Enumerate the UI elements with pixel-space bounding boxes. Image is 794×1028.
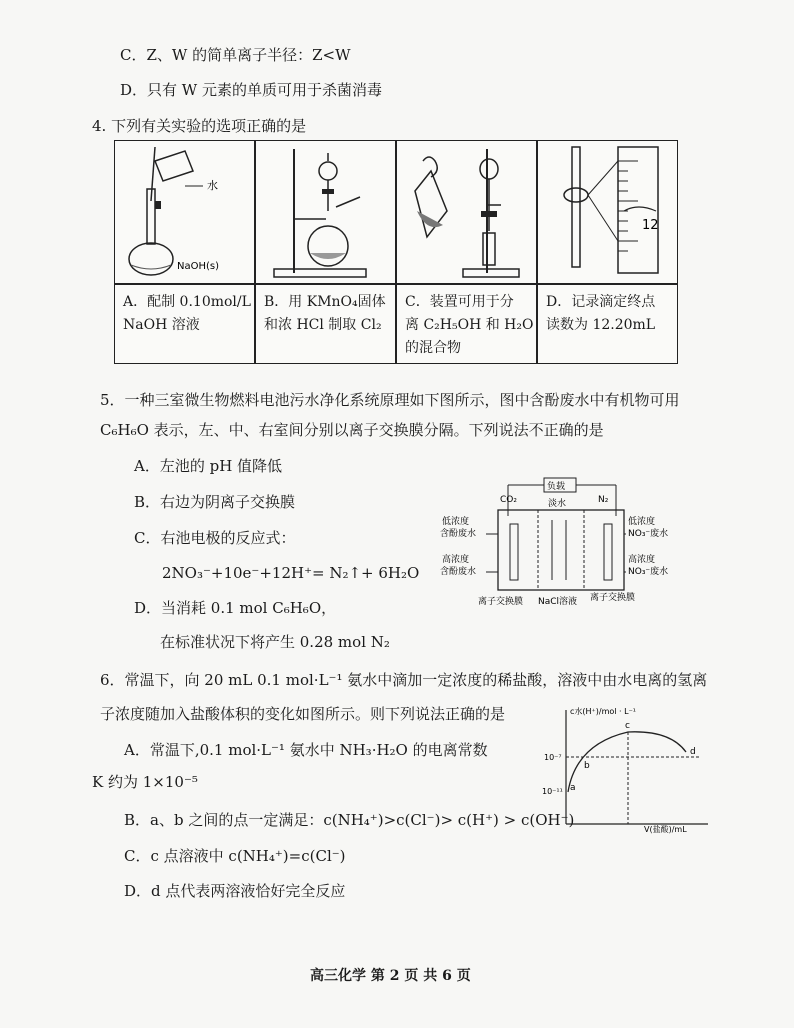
left-top-label2: 含酚废水 bbox=[440, 529, 477, 539]
q5-stem-line1: 5．一种三室微生物燃料电池污水净化系统原理如下图所示，图中含酚废水中有机物可用 bbox=[100, 391, 680, 409]
burette-reading-figure bbox=[538, 141, 676, 281]
volumetric-flask-figure bbox=[115, 141, 253, 281]
co2-label: CO₂ bbox=[500, 495, 517, 505]
left-bot-label2: 含酚废水 bbox=[440, 567, 477, 577]
gas-generator-figure bbox=[256, 141, 394, 281]
q6-option-a-line2: K 约为 1×10⁻⁵ bbox=[92, 773, 198, 791]
q4-stem: 4. 下列有关实验的选项正确的是 bbox=[92, 117, 307, 135]
q4-d-line2: 读数为 12.20mL bbox=[546, 317, 656, 333]
q5-stem-line2: C₆H₆O 表示，左、中、右室间分别以离子交换膜分隔。下列说法不正确的是 bbox=[100, 421, 604, 439]
burette-mark-label: 12 bbox=[642, 218, 659, 233]
point-d-label: d bbox=[690, 747, 696, 757]
q5-option-d-line1: D．当消耗 0.1 mol C₆H₆O， bbox=[134, 599, 337, 617]
q6-stem-line1: 6．常温下，向 20 mL 0.1 mol·L⁻¹ 氨水中滴加一定浓度的稀盐酸，溶液中由水电离的氢离 bbox=[100, 671, 708, 689]
q4-d-line1: D．记录滴定终点 bbox=[546, 294, 656, 310]
right-membrane-label: 离子交换膜 bbox=[590, 593, 636, 603]
q5-option-c: C．右池电极的反应式： bbox=[134, 529, 296, 547]
naoh-label: NaOH(s) bbox=[177, 261, 220, 272]
fuel-cell-diagram bbox=[438, 476, 700, 610]
q3-option-c: C．Z、W 的简单离子半径：Z<W bbox=[120, 46, 351, 64]
q3-option-d: D．只有 W 元素的单质可用于杀菌消毒 bbox=[120, 81, 382, 99]
left-top-label1: 低浓度 bbox=[442, 517, 470, 527]
q6-option-a-line1: A．常温下,0.1 mol·L⁻¹ 氨水中 NH₃·H₂O 的电离常数 bbox=[124, 741, 488, 759]
load-label: 负载 bbox=[547, 482, 566, 492]
q4-b-line2: 和浓 HCl 制取 Cl₂ bbox=[264, 317, 382, 333]
q4-c-line1: C．装置可用于分 bbox=[405, 294, 514, 310]
point-b-label: b bbox=[584, 761, 590, 771]
q4-a-line1: A．配制 0.10mol/L bbox=[123, 294, 251, 310]
q6-stem-line2: 子浓度随加入盐酸体积的变化如图所示。则下列说法正确的是 bbox=[100, 705, 506, 723]
left-bot-label1: 高浓度 bbox=[442, 555, 470, 565]
q4-caption-d bbox=[537, 284, 678, 364]
q4-c-line2: 离 C₂H₅OH 和 H₂O bbox=[405, 317, 534, 333]
q4-c-line3: 的混合物 bbox=[405, 340, 461, 356]
q5-equation: 2NO₃⁻+10e⁻+12H⁺= N₂↑+ 6H₂O bbox=[162, 564, 420, 582]
separatory-funnel-figure bbox=[397, 141, 535, 281]
graph-ytick-hi: 10⁻⁷ bbox=[544, 753, 562, 762]
right-bot-label2: NO₃⁻废水 bbox=[628, 567, 669, 577]
q4-image-a bbox=[114, 140, 255, 284]
q6-option-d: D．d 点代表两溶液恰好完全反应 bbox=[124, 882, 346, 900]
q5-option-b: B．右边为阴离子交换膜 bbox=[134, 493, 296, 511]
freshwater-label: 淡水 bbox=[548, 499, 567, 509]
q4-caption-c bbox=[396, 284, 537, 364]
titration-graph bbox=[540, 704, 720, 834]
point-a-label: a bbox=[570, 783, 576, 793]
right-top-label1: 低浓度 bbox=[628, 517, 656, 527]
q4-caption-b bbox=[255, 284, 396, 364]
q5-option-a: A．左池的 pH 值降低 bbox=[134, 457, 283, 475]
point-c-label: c bbox=[625, 721, 630, 731]
q4-b-line1: B．用 KMnO₄固体 bbox=[264, 294, 386, 310]
n2-label: N₂ bbox=[598, 495, 609, 505]
q4-image-c bbox=[396, 140, 537, 284]
nacl-label: NaCl溶液 bbox=[538, 597, 578, 607]
graph-xlabel: V(盐酸)/mL bbox=[644, 825, 687, 834]
right-bot-label1: 高浓度 bbox=[628, 555, 656, 565]
q6-option-c: C．c 点溶液中 c(NH₄⁺)=c(Cl⁻) bbox=[124, 847, 346, 865]
q4-caption-a bbox=[114, 284, 255, 364]
graph-ytick-lo: 10⁻¹¹ bbox=[542, 787, 563, 796]
q4-image-d bbox=[537, 140, 678, 284]
page-footer: 高三化学 第 2 页 共 6 页 bbox=[310, 968, 471, 984]
right-top-label2: NO₃⁻废水 bbox=[628, 529, 669, 539]
q5-option-d-line2: 在标准状况下将产生 0.28 mol N₂ bbox=[160, 633, 390, 651]
left-membrane-label: 离子交换膜 bbox=[478, 597, 524, 607]
water-label: 水 bbox=[207, 179, 218, 192]
q4-image-b bbox=[255, 140, 396, 284]
q6-option-b: B．a、b 之间的点一定满足：c(NH₄⁺)>c(Cl⁻)> c(H⁺) > c(OH⁻) bbox=[124, 811, 575, 829]
q4-option-table bbox=[114, 140, 678, 364]
graph-ylabel: c水(H⁺)/mol · L⁻¹ bbox=[570, 707, 636, 716]
q4-a-line2: NaOH 溶液 bbox=[123, 317, 200, 333]
